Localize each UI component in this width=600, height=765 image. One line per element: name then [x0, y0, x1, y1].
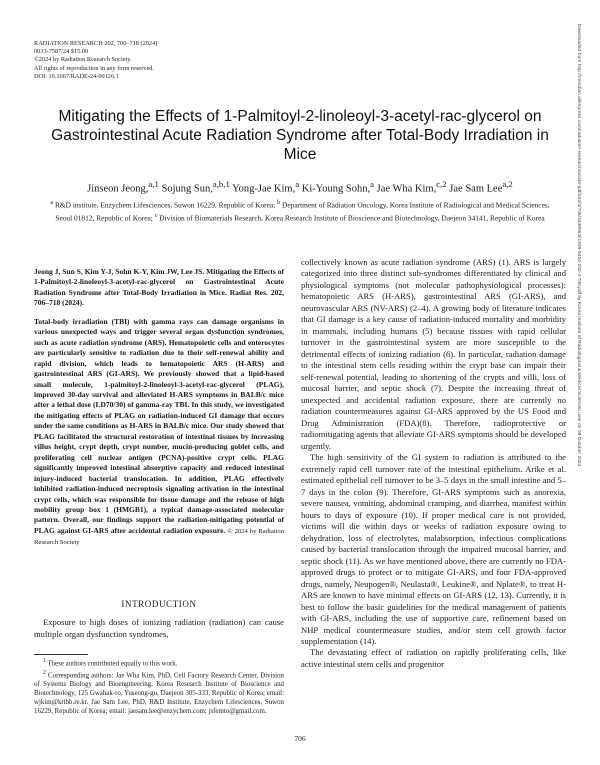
doi: DOI: 10.1667/RADE-24-00126.1: [34, 72, 119, 80]
footnote-rule: [34, 654, 88, 655]
download-watermark: Downloaded from http://meridian.allenpress.com/radiation-research/article-pdf/202/4/706/3439063/i1938-5404-202-4-706.pdf by Korea Institute of Radiological & Medical Sciences user on 08 October 2024: [576, 24, 581, 467]
introduction-heading: INTRODUCTION: [121, 599, 197, 609]
paragraph-3: The devastating effect of radiation on rapidly proliferating cells, like active intestinal stem cells and progenitor: [301, 647, 566, 669]
paragraph-1: collectively known as acute radiation syndrome (ARS) (1). ARS is largely categorized into three distinct sub-syndromes differentiated by clinical and physiological symptoms (not molecular pathophysiological processes): hematopoietic ARS (H-ARS), gastrointestinal ARS (GI-ARS), and neurovascular ARS (NV-ARS) (2–4). A growing body of literature indicates that GI damage is a key cause of radiation-induced mortality and morbidity in mammals, including humans (5) because tissues with rapid cellular turnover in the gastrointestinal system are more susceptible to the detrimental effects of ionizing radiation (6). In particular, radiation damage to the intestinal stem cells residing within the crypt base can impair their self-renewal potential, leading to shortening of the crypts and villi, loss of mucosal barrier, and septic shock (7). Despite the increasing threat of unexpected and accidental radiation exposure, there are currently no radiation countermeasures against GI-ARS approved by the US Food and Drug Administration (FDA)(8). Therefore, radioprotective or radiomitigating agents that alleviate GI-ARS symptoms should be developed urgently.: [301, 257, 566, 451]
abstract: [34, 267, 284, 549]
abstract-body-text: Total-body irradiation (TBI) with gamma rays can damage organisms in various unexpected ways and trigger several organ dysfunction syndromes, such as acute radiation syndrome (ARS). Hematopoietic cells and enterocytes are particularly sensitive to radiation due to their self-renewal ability and rapid division, which leads to hematopoietic ARS (H-ARS) and gastrointestinal ARS (GI-ARS). We previously showed that a lipid-based small molecule, 1-palmitoyl-2-linoleoyl-3-acetyl-rac-glycerol (PLAG), improved 30-day survival and alleviated H-ARS symptoms in BALB/c mice after a lethal dose (LD70/30) of gamma-ray TBI. In this study, we investigated the mitigating effects of PLAG on radiation-induced GI damage that occurs under the same conditions as H-ARS in BALB/c mice. Our study showed that PLAG facilitated the structural restoration of intestinal tissues by increasing villus height, crypt depth, crypt number, mucin-producing goblet cells, and proliferating cell nuclear antigen (PCNA)-positive crypt cells. PLAG significantly improved intestinal absorptive capacity and reduced intestinal injury-induced bacterial translocation. In addition, PLAG effectively inhibited radiation-induced necroptosis signaling activation in the intestinal crypt cells, which was responsible for tissue damage and the release of high mobility group box 1 (HMGB1), a typical damage-associated molecular pattern. Overall, our findings support the radiation-mitigating potential of PLAG against GI-ARS after accidental radiation exposure.: [34, 316, 284, 535]
affiliations: $^a$ R&D institute, Enzychem Lifesciences, Suwon 16229, Republic of Korea; $^b$ Department of Radiation Oncology, Korea Institute of Radiological and Medical Sciences, Seoul 01812, Republic of Korea; $^c$ Division of Biomaterials Research, Korea Research Institute of Bioscience and Biotechnology, Daejeon 34141, Republic of Korea: [50, 200, 550, 223]
footnote-2: $^2$ Corresponding authors: Jae Wha Kim, PhD, Cell Factory Research Center, Division of Systems Biology and Bioengineering, Korea Research Institute of Bioscience and Biotechnology, 125 Gwahak-ro, Yuseong-gu, Daejeon 305-333, Republic of Korea; email: wjkim@kribb.re.kr. Jae Sam Lee, PhD, R&D Institute, Enzychem Lifesciences, Suwon 16229, Republic of Korea; email: jaesam.lee@enzychem.com; jsfemto@gmail.com.: [34, 670, 284, 716]
paragraph-2: The high sensitivity of the GI system to radiation is attributed to the extremely rapid cell turnover rate of the intestinal epithelium. Arike et al. estimated epithelial cell turnover to be 3–5 days in the small intestine and 5–7 days in the colon (9). Therefore, GI-ARS symptoms such as anorexia, severe nausea, vomiting, abdominal cramping, and diarrhea, manifest within hours to days of exposure (10). If proper medical care is not provided, victims will die within days or weeks of radiation exposure owing to dehydration, loss of electrolytes, malabsorption, infectious complications caused by bacterial translocation through the impaired mucosal barrier, and septic shock (11). As we have mentioned above, there are currently no FDA-approved drugs to protect or to mitigate GI-ARS, and four FDA-approved drugs, namely, Neupogen®, Neulasta®, Leukine®, and Nplate®, to treat H-ARS are known to have minimal effects on GI-ARS (12, 13). Currently, it is best to follow the basic guidelines for the medical management of patients with GI-ARS, including the use of supportive care, refinement based on NHP medical countermeasure studies, and/or stem cell growth factor supplementation (14).: [301, 452, 566, 646]
rights-line: All rights of reproduction in any form reserved.: [34, 64, 154, 72]
author-list: Jinseon Jeong,$^{a,1}$ Sojung Sun,$^{a,b,1}$ Yong-Jae Kim,$^a$ Ki-Young Sohn,$^a$ Jae Wha Kim,$^{c,2}$ Jae Sam Lee$^{a,2}$: [87, 179, 513, 195]
journal-header: [34, 40, 394, 81]
abstract-copyright: © 2024 by Radiation Research Society: [34, 527, 285, 547]
introduction-text-body: Exposure to high doses of ionizing radiation (radiation) can cause multiple organ dysfunction syndromes,: [34, 617, 284, 639]
abstract-body: [34, 317, 284, 549]
page-number: 706: [294, 734, 306, 743]
abstract-citation: Jeong J, Sun S, Kim Y-J, Sohn K-Y, Kim JW, Lee JS. Mitigating the Effects of 1-Palmitoyl-2-linoleoyl-3-acetyl-rac-glycerol on Gastrointestinal Acute Radiation Syndrome after Total-Body Irradiation in Mice. Radiat Res. 202, 706–718 (2024).: [34, 267, 284, 308]
journal-line: RADIATION RESEARCH 202, 706–718 (2024): [34, 40, 158, 47]
article-title: Mitigating the Effects of 1-Palmitoyl-2-linoleoyl-3-acetyl-rac-glycerol on Gastrointestinal Acute Radiation Syndrome after Total-Body Irradiation in Mice: [51, 108, 549, 163]
introduction-text: [34, 617, 284, 640]
right-column: [301, 257, 566, 670]
footnotes: [34, 657, 284, 717]
copyright-line: ©2024 by Radiation Research Society.: [34, 56, 132, 64]
issn: 0033-7587/24 $15.00: [34, 48, 89, 56]
footnote-1: $^1$ These authors contributed equally to this work.: [43, 658, 178, 668]
